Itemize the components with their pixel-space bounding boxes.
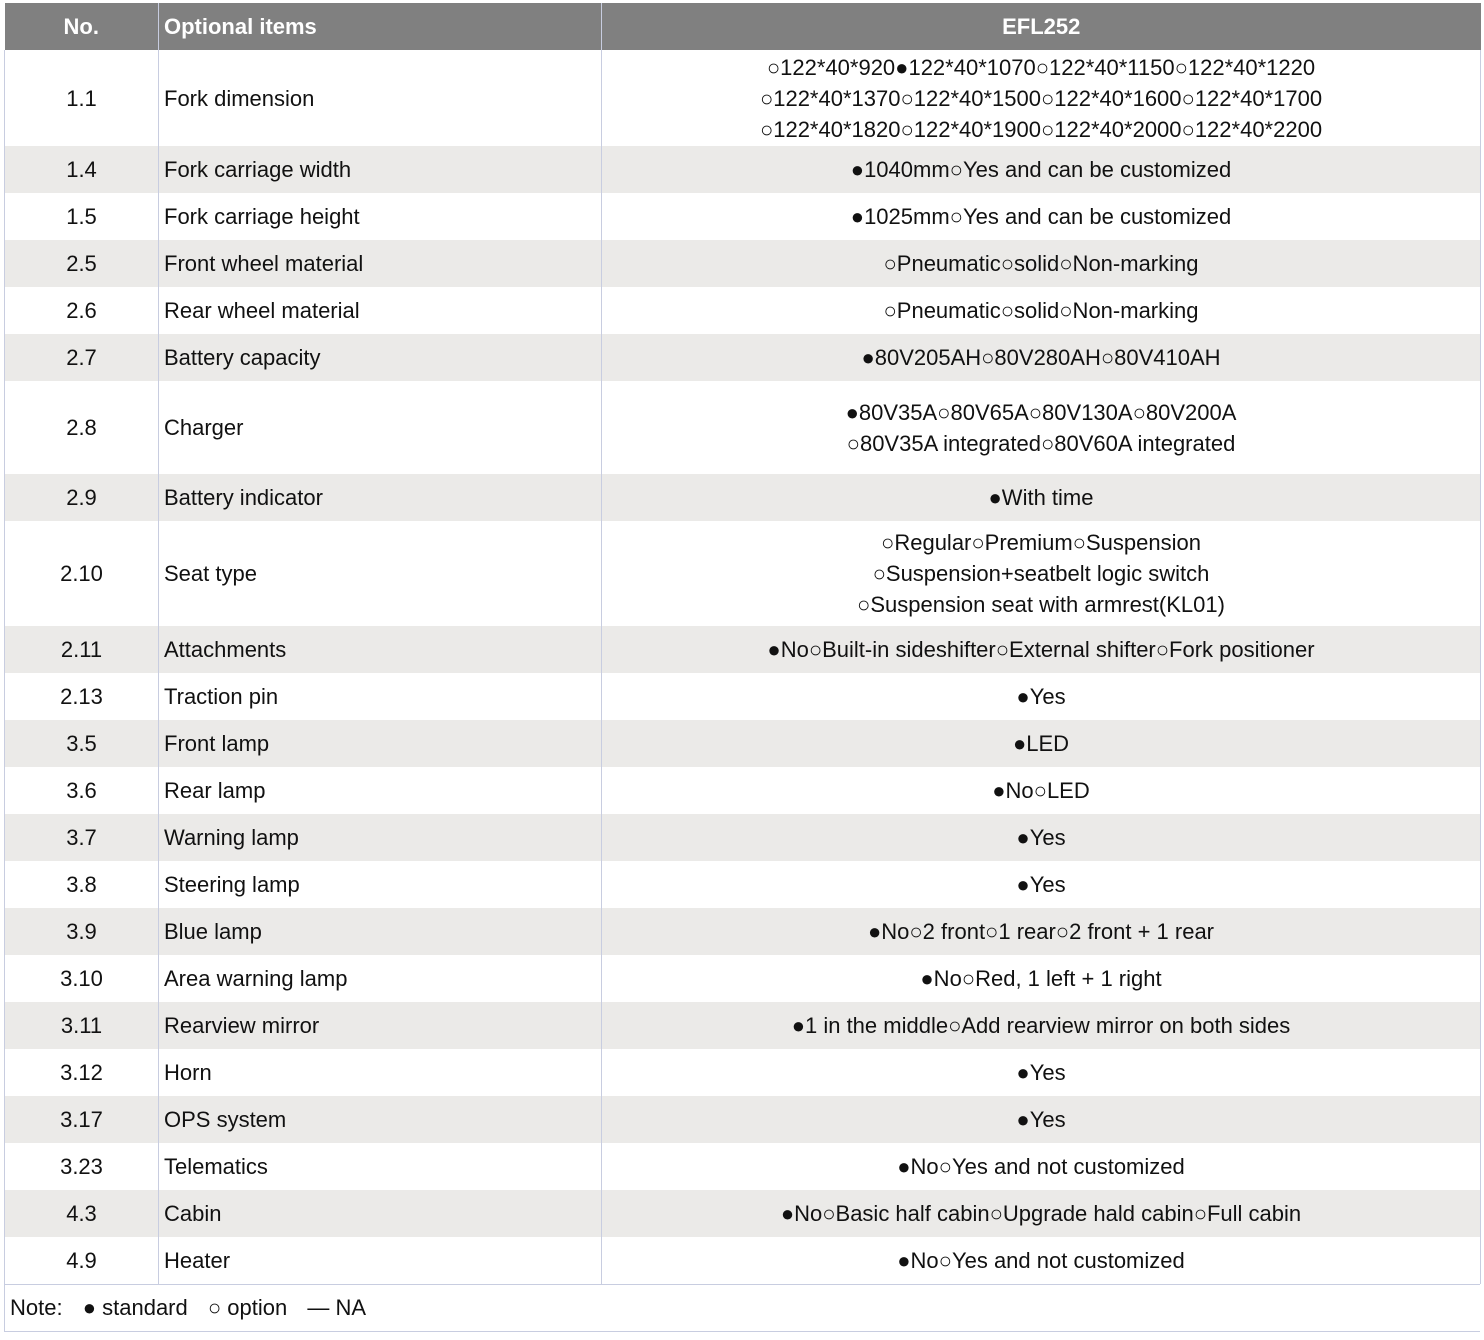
- row-number: 2.8: [5, 381, 159, 474]
- row-number: 3.9: [5, 908, 159, 955]
- row-number: 2.7: [5, 334, 159, 381]
- row-value: [602, 474, 1481, 521]
- value-line: ●Yes: [1016, 684, 1066, 709]
- header-model: EFL252: [602, 3, 1481, 50]
- row-value: [602, 521, 1481, 626]
- value-line: ●With time: [988, 485, 1094, 510]
- row-value: [602, 908, 1481, 955]
- table-row: [5, 814, 1481, 861]
- table-row: [5, 626, 1481, 673]
- row-number: 4.9: [5, 1237, 159, 1284]
- row-number: 3.11: [5, 1002, 159, 1049]
- row-item-name: Telematics: [159, 1143, 602, 1190]
- header-no: No.: [5, 3, 159, 50]
- row-value: [602, 720, 1481, 767]
- table-row: [5, 146, 1481, 193]
- table-row: [5, 381, 1481, 474]
- row-value: [602, 955, 1481, 1002]
- row-value: [602, 1237, 1481, 1284]
- table-row: [5, 1237, 1481, 1284]
- row-item-name: Rearview mirror: [159, 1002, 602, 1049]
- header-optional-items: Optional items: [159, 3, 602, 50]
- table-row: [5, 240, 1481, 287]
- note-option: ○ option: [207, 1295, 288, 1320]
- row-item-name: Battery indicator: [159, 474, 602, 521]
- row-number: 1.4: [5, 146, 159, 193]
- row-number: 3.17: [5, 1096, 159, 1143]
- note-na: — NA: [307, 1295, 367, 1320]
- table-row: [5, 673, 1481, 720]
- note-standard: ● standard: [82, 1295, 188, 1320]
- table-row: [5, 720, 1481, 767]
- value-line: ●Yes: [1016, 1060, 1066, 1085]
- row-item-name: Rear wheel material: [159, 287, 602, 334]
- value-line: ●Yes: [1016, 825, 1066, 850]
- row-number: 3.5: [5, 720, 159, 767]
- row-number: 3.8: [5, 861, 159, 908]
- row-item-name: Attachments: [159, 626, 602, 673]
- value-line: ○Pneumatic○solid○Non-marking: [883, 298, 1199, 323]
- value-line: ○Regular○Premium○Suspension: [881, 530, 1201, 555]
- value-line: ●80V35A○80V65A○80V130A○80V200A: [845, 399, 1237, 425]
- value-line: ●Yes: [1016, 872, 1066, 897]
- row-value: [602, 334, 1481, 381]
- spec-sheet: [4, 3, 1480, 1332]
- row-value: [602, 193, 1481, 240]
- table-body: [5, 50, 1481, 1284]
- value-line: ●1025mm○Yes and can be customized: [850, 204, 1232, 229]
- table-row: [5, 1143, 1481, 1190]
- row-number: 2.13: [5, 673, 159, 720]
- row-number: 3.7: [5, 814, 159, 861]
- value-line: ●No○Red, 1 left + 1 right: [920, 966, 1162, 991]
- row-item-name: Traction pin: [159, 673, 602, 720]
- row-number: 2.9: [5, 474, 159, 521]
- row-item-name: Fork carriage width: [159, 146, 602, 193]
- table-row: [5, 193, 1481, 240]
- row-value: [602, 767, 1481, 814]
- row-value: [602, 1049, 1481, 1096]
- value-line: ○Suspension+seatbelt logic switch: [872, 561, 1210, 586]
- value-line: ●No○Yes and not customized: [897, 1248, 1185, 1273]
- row-value: [602, 1096, 1481, 1143]
- table-row: [5, 521, 1481, 626]
- row-number: 2.6: [5, 287, 159, 334]
- table-row: [5, 1002, 1481, 1049]
- table-row: [5, 1190, 1481, 1237]
- row-value: [602, 240, 1481, 287]
- row-item-name: Warning lamp: [159, 814, 602, 861]
- row-item-name: Fork dimension: [159, 50, 602, 146]
- row-value: [602, 1190, 1481, 1237]
- table-row: [5, 861, 1481, 908]
- table-row: [5, 955, 1481, 1002]
- value-line: ○80V35A integrated○80V60A integrated: [846, 430, 1236, 456]
- row-value: [602, 814, 1481, 861]
- value-line: ●LED: [1012, 731, 1070, 756]
- value-line: ●1 in the middle○Add rearview mirror on both sides: [791, 1013, 1291, 1038]
- row-value: [602, 861, 1481, 908]
- row-item-name: Area warning lamp: [159, 955, 602, 1002]
- row-value: [602, 1002, 1481, 1049]
- row-item-name: Rear lamp: [159, 767, 602, 814]
- row-value: [602, 146, 1481, 193]
- table-row: [5, 1049, 1481, 1096]
- row-value: [602, 673, 1481, 720]
- table-row: [5, 50, 1481, 146]
- table-row: [5, 1096, 1481, 1143]
- row-item-name: Charger: [159, 381, 602, 474]
- row-item-name: Heater: [159, 1237, 602, 1284]
- value-line: ●No○LED: [992, 778, 1090, 803]
- value-line: ●80V205AH○80V280AH○80V410AH: [861, 345, 1221, 370]
- value-line: ●1040mm○Yes and can be customized: [850, 157, 1232, 182]
- table-row: [5, 287, 1481, 334]
- row-item-name: OPS system: [159, 1096, 602, 1143]
- row-item-name: Front wheel material: [159, 240, 602, 287]
- row-item-name: Blue lamp: [159, 908, 602, 955]
- row-number: 1.5: [5, 193, 159, 240]
- note-label: Note:: [10, 1295, 63, 1320]
- value-line: ○122*40*920●122*40*1070○122*40*1150○122*40*1220: [766, 54, 1316, 80]
- row-number: 3.23: [5, 1143, 159, 1190]
- value-line: ●Yes: [1016, 1107, 1066, 1132]
- row-value: [602, 381, 1481, 474]
- table-header-row: [5, 3, 1481, 50]
- row-item-name: Horn: [159, 1049, 602, 1096]
- value-line: ○Pneumatic○solid○Non-marking: [883, 251, 1199, 276]
- row-value: [602, 1143, 1481, 1190]
- row-item-name: Steering lamp: [159, 861, 602, 908]
- row-number: 2.11: [5, 626, 159, 673]
- row-item-name: Seat type: [159, 521, 602, 626]
- row-number: 2.10: [5, 521, 159, 626]
- value-line: ●No○Yes and not customized: [897, 1154, 1185, 1179]
- row-number: 3.10: [5, 955, 159, 1002]
- legend-note: [4, 1284, 1480, 1332]
- row-value: [602, 626, 1481, 673]
- row-number: 3.12: [5, 1049, 159, 1096]
- row-number: 4.3: [5, 1190, 159, 1237]
- table-row: [5, 334, 1481, 381]
- table-row: [5, 767, 1481, 814]
- table-row: [5, 908, 1481, 955]
- row-item-name: Battery capacity: [159, 334, 602, 381]
- row-item-name: Fork carriage height: [159, 193, 602, 240]
- value-line: ○122*40*1370○122*40*1500○122*40*1600○122*40*1700: [759, 85, 1323, 111]
- row-number: 2.5: [5, 240, 159, 287]
- row-item-name: Front lamp: [159, 720, 602, 767]
- optional-items-table: [4, 3, 1481, 1284]
- value-line: ●No○2 front○1 rear○2 front + 1 rear: [867, 919, 1215, 944]
- row-value: [602, 50, 1481, 146]
- value-line: ○122*40*1820○122*40*1900○122*40*2000○122*40*2200: [759, 116, 1323, 142]
- table-row: [5, 474, 1481, 521]
- value-line: ●No○Basic half cabin○Upgrade hald cabin○Full cabin: [780, 1201, 1302, 1226]
- row-number: 3.6: [5, 767, 159, 814]
- value-line: ●No○Built-in sideshifter○External shifter○Fork positioner: [767, 637, 1315, 662]
- value-line: ○Suspension seat with armrest(KL01): [857, 592, 1225, 617]
- row-item-name: Cabin: [159, 1190, 602, 1237]
- row-number: 1.1: [5, 50, 159, 146]
- row-value: [602, 287, 1481, 334]
